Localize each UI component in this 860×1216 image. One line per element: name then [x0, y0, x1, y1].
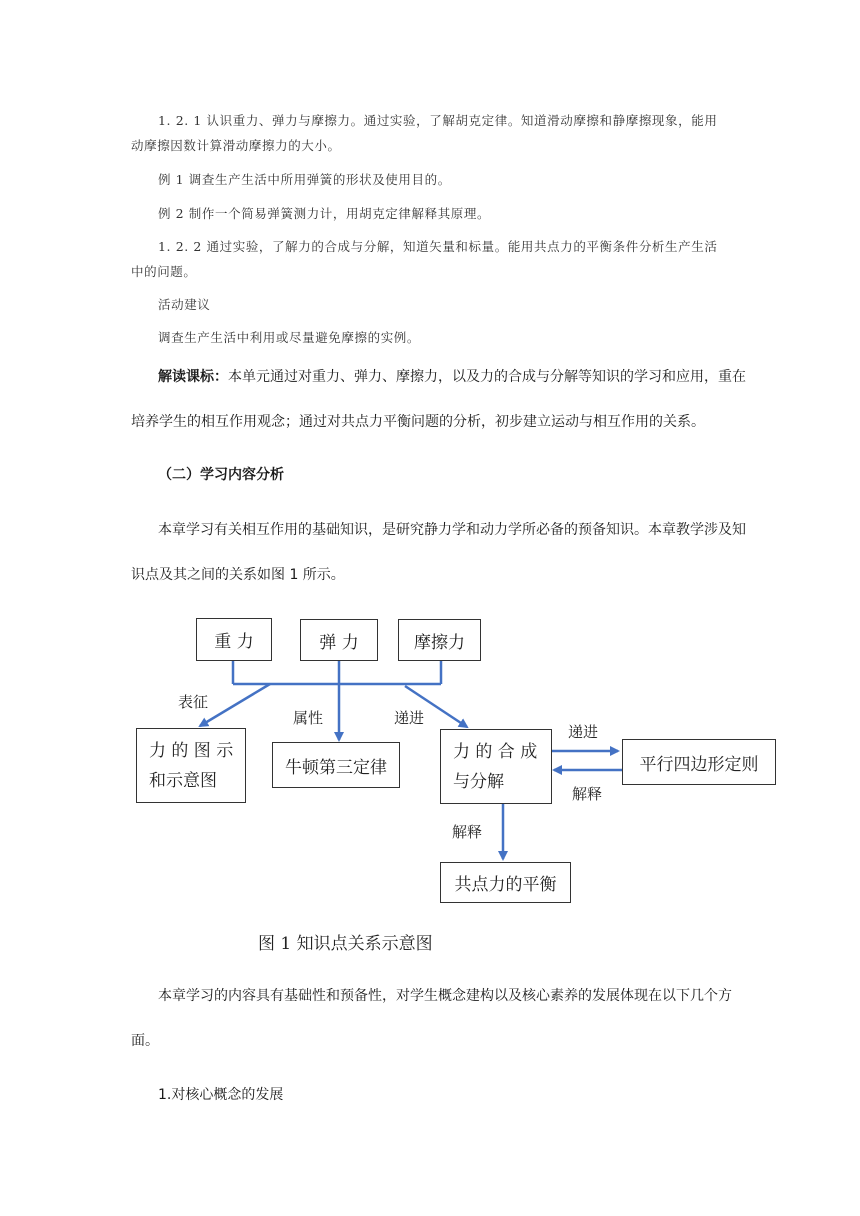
box-equilibrium: 共点力的平衡	[440, 862, 571, 903]
arrow-represent	[200, 684, 270, 726]
analysis-line2: 识点及其之间的关系如图 1 所示。	[131, 567, 345, 583]
label-progress-1: 递进	[394, 709, 425, 727]
box-newton-third-law: 牛顿第三定律	[272, 742, 400, 788]
box-composition	[440, 729, 552, 804]
box-parallelogram: 平行四边形定则	[622, 739, 776, 785]
section-heading: （二）学习内容分析	[158, 467, 284, 483]
box-friction: 摩擦力	[398, 619, 481, 661]
label-property: 属性	[293, 709, 324, 727]
interpretation-line2: 培养学生的相互作用观念；通过对共点力平衡问题的分析，初步建立运动与相互作用的关系。	[131, 414, 705, 430]
figure-caption: 图 1 知识点关系示意图	[258, 934, 433, 954]
label-represent: 表征	[178, 693, 209, 711]
standard-1-2-2-line2: 中的问题。	[131, 264, 197, 279]
example-1: 例 1 调查生产生活中所用弹簧的形状及使用目的。	[158, 172, 451, 187]
standard-1-2-1-line2: 动摩擦因数计算滑动摩擦力的大小。	[131, 138, 341, 153]
label-explain-2: 解释	[572, 785, 603, 803]
standard-1-2-1-line1: 1. 2. 1 认识重力、弹力与摩擦力。通过实验，了解胡克定律。知道滑动摩擦和静摩擦现象，能用	[158, 113, 718, 128]
subheading-core-concepts: 1.对核心概念的发展	[158, 1087, 284, 1103]
label-explain-1: 解释	[452, 823, 483, 841]
label-progress-2: 递进	[568, 723, 599, 741]
box-gravity: 重 力	[196, 618, 272, 661]
example-2: 例 2 制作一个简易弹簧测力计，用胡克定律解释其原理。	[158, 206, 491, 221]
knowledge-relation-figure	[130, 606, 784, 954]
box-composition-line1: 力 的 合 成	[453, 741, 538, 762]
box-force-diagram	[136, 728, 246, 803]
analysis-line1: 本章学习有关相互作用的基础知识，是研究静力学和动力学所必备的预备知识。本章教学涉及知	[158, 522, 746, 538]
activity-text: 调查生产生活中利用或尽量避免摩擦的实例。	[158, 330, 421, 345]
box-elastic: 弹 力	[300, 619, 378, 661]
activity-heading: 活动建议	[158, 297, 211, 312]
interpretation-line1	[158, 366, 746, 386]
interpretation-text: 本单元通过对重力、弹力、摩擦力，以及力的合成与分解等知识的学习和应用，重在	[228, 369, 746, 385]
interpretation-label: 解读课标：	[158, 369, 228, 385]
standard-1-2-2-line1: 1. 2. 2 通过实验，了解力的合成与分解，知道矢量和标量。能用共点力的平衡条件分析生产生活	[158, 239, 718, 254]
box-force-diagram-line1: 力 的 图 示	[149, 740, 234, 761]
box-composition-line2: 与分解	[453, 771, 504, 792]
box-force-diagram-line2: 和示意图	[149, 770, 217, 791]
after-line1: 本章学习的内容具有基础性和预备性，对学生概念建构以及核心素养的发展体现在以下几个方	[158, 988, 732, 1004]
after-line2: 面。	[131, 1033, 159, 1049]
